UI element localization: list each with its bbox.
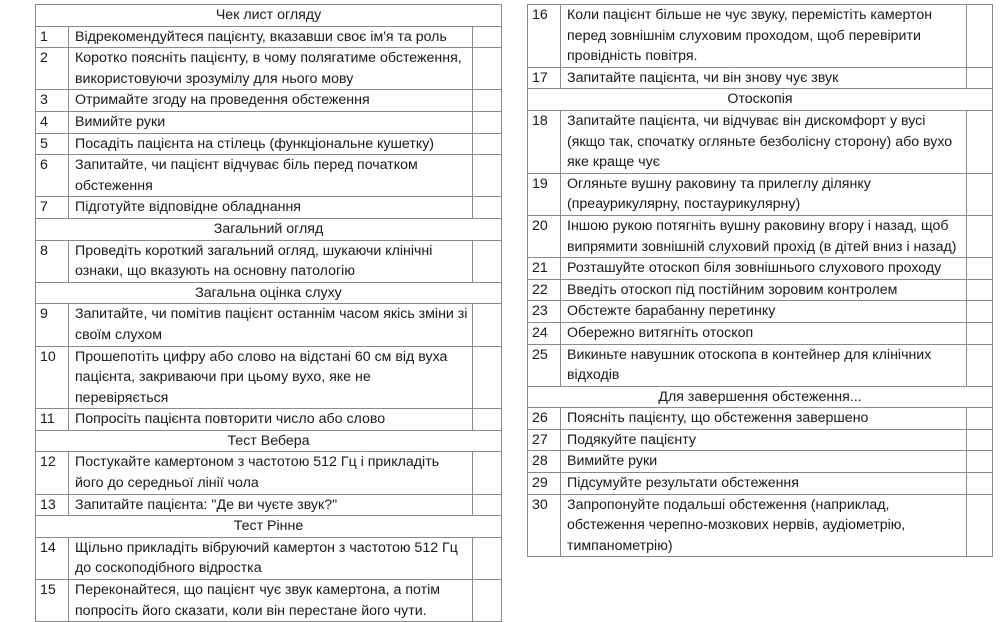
item-number: 5: [36, 133, 69, 155]
check-cell[interactable]: [473, 409, 502, 431]
check-cell[interactable]: [967, 67, 993, 89]
checklist-right-body: [528, 5, 993, 557]
checklist-left-body: [36, 5, 502, 622]
check-cell[interactable]: [473, 494, 502, 516]
section-header-row: [36, 516, 502, 538]
item-number: 1: [36, 26, 69, 48]
checklist-row: [528, 429, 993, 451]
section-header: Тест Рінне: [36, 516, 502, 538]
section-header: Загальний огляд: [36, 218, 502, 240]
item-text: Посадіть пацієнта на стілець (функціональне кушетку): [69, 133, 473, 155]
check-cell[interactable]: [967, 451, 993, 473]
item-text: Іншою рукою потягніть вушну раковину вгору і назад, щоб випрямити зовнішній слуховий прохід (в дітей вниз і назад): [561, 215, 967, 257]
checklist-row: [36, 580, 502, 622]
check-cell[interactable]: [967, 473, 993, 495]
item-text: Підготуйте відповідне обладнання: [69, 197, 473, 219]
checklist-row: [36, 48, 502, 90]
checklist-row: [36, 346, 502, 409]
checklist-row: [528, 279, 993, 301]
check-cell[interactable]: [967, 408, 993, 430]
item-text: Запитайте пацієнта: "Де ви чуєте звук?": [69, 494, 473, 516]
item-number: 24: [528, 322, 561, 344]
check-cell[interactable]: [967, 173, 993, 215]
checklist-row: [528, 5, 993, 68]
checklist-row: [528, 451, 993, 473]
item-text: Проведіть короткий загальний огляд, шукаючи клінічні ознаки, що вказують на основну патологію: [69, 240, 473, 282]
checklist-row: [36, 155, 502, 197]
check-cell[interactable]: [473, 537, 502, 579]
item-number: 23: [528, 301, 561, 323]
item-text: Отримайте згоду на проведення обстеження: [69, 90, 473, 112]
section-header-row: [36, 218, 502, 240]
checklist-row: [528, 344, 993, 386]
checklist-row: [528, 173, 993, 215]
checklist-row: [36, 26, 502, 48]
checklist-row: [36, 494, 502, 516]
section-header: Отоскопія: [528, 89, 993, 111]
item-text: Запропонуйте подальші обстеження (наприклад, обстеження черепно-мозкових нервів, аудіометрію, тимпанометрію): [561, 494, 967, 557]
item-text: Вимийте руки: [561, 451, 967, 473]
check-cell[interactable]: [473, 452, 502, 494]
check-cell[interactable]: [967, 5, 993, 68]
checklist-row: [528, 258, 993, 280]
section-header-row: [36, 5, 502, 27]
check-cell[interactable]: [473, 111, 502, 133]
checklist-row: [528, 215, 993, 257]
item-number: 13: [36, 494, 69, 516]
checklist-row: [528, 494, 993, 557]
item-number: 10: [36, 346, 69, 409]
item-text: Прошепотіть цифру або слово на відстані 60 см від вуха пацієнта, закриваючи при цьому вухо, яке не перевіряється: [69, 346, 473, 409]
item-text: Відрекомендуйтеся пацієнту, вказавши своє ім'я та роль: [69, 26, 473, 48]
item-text: Вимийте руки: [69, 111, 473, 133]
check-cell[interactable]: [473, 346, 502, 409]
item-number: 3: [36, 90, 69, 112]
item-text: Викиньте навушник отоскопа в контейнер для клінічних відходів: [561, 344, 967, 386]
item-number: 8: [36, 240, 69, 282]
item-number: 21: [528, 258, 561, 280]
item-text: Запитайте, чи помітив пацієнт останнім часом якісь зміни зі своїм слухом: [69, 304, 473, 346]
section-header-row: [528, 89, 993, 111]
checklist-row: [36, 111, 502, 133]
item-text: Коли пацієнт більше не чує звуку, перемістіть камертон перед зовнішнім слуховим проходом, щоб перевірити провідність повітря.: [561, 5, 967, 68]
item-number: 16: [528, 5, 561, 68]
check-cell[interactable]: [473, 240, 502, 282]
item-number: 27: [528, 429, 561, 451]
item-number: 19: [528, 173, 561, 215]
item-number: 15: [36, 580, 69, 622]
check-cell[interactable]: [473, 197, 502, 219]
item-text: Щільно прикладіть вібруючий камертон з частотою 512 Гц до соскоподібного відростка: [69, 537, 473, 579]
checklist-row: [36, 452, 502, 494]
item-number: 29: [528, 473, 561, 495]
checklist-row: [528, 408, 993, 430]
item-number: 4: [36, 111, 69, 133]
item-number: 22: [528, 279, 561, 301]
item-number: 7: [36, 197, 69, 219]
section-header: Чек лист огляду: [36, 5, 502, 27]
item-text: Підсумуйте результати обстеження: [561, 473, 967, 495]
item-text: Подякуйте пацієнту: [561, 429, 967, 451]
checklist-row: [528, 473, 993, 495]
check-cell[interactable]: [967, 258, 993, 280]
item-text: Розташуйте отоскоп біля зовнішнього слухового проходу: [561, 258, 967, 280]
checklist-row: [36, 304, 502, 346]
section-header: Для завершення обстеження...: [528, 386, 993, 408]
section-header-row: [36, 430, 502, 452]
checklist-row: [36, 197, 502, 219]
item-number: 9: [36, 304, 69, 346]
item-text: Поясніть пацієнту, що обстеження завершено: [561, 408, 967, 430]
section-header: Загальна оцінка слуху: [36, 282, 502, 304]
item-number: 14: [36, 537, 69, 579]
check-cell[interactable]: [967, 215, 993, 257]
checklist-row: [36, 240, 502, 282]
checklist-row: [36, 537, 502, 579]
item-number: 18: [528, 110, 561, 173]
item-text: Переконайтеся, що пацієнт чує звук камертона, а потім попросіть його сказати, коли він перестане його чути.: [69, 580, 473, 622]
checklist-row: [528, 301, 993, 323]
item-text: Обережно витягніть отоскоп: [561, 322, 967, 344]
item-text: Обстежте барабанну перетинку: [561, 301, 967, 323]
item-text: Запитайте пацієнта, чи він знову чує звук: [561, 67, 967, 89]
item-text: Запитайте пацієнта, чи відчуває він дискомфорт у вусі (якщо так, спочатку огляньте безболісну сторону) або вухо яке краще чує: [561, 110, 967, 173]
check-cell[interactable]: [473, 133, 502, 155]
item-number: 11: [36, 409, 69, 431]
item-number: 20: [528, 215, 561, 257]
check-cell[interactable]: [967, 322, 993, 344]
item-text: Огляньте вушну раковину та прилеглу ділянку (преаурикулярну, постаурикулярну): [561, 173, 967, 215]
section-header: Тест Вебера: [36, 430, 502, 452]
item-number: 6: [36, 155, 69, 197]
checklist-table-left: [35, 4, 502, 622]
item-text: Коротко поясніть пацієнту, в чому полягатиме обстеження, використовуючи зрозумілу для нього мову: [69, 48, 473, 90]
item-text: Введіть отоскоп під постійним зоровим контролем: [561, 279, 967, 301]
checklist-table-right: [527, 4, 993, 557]
item-text: Постукайте камертоном з частотою 512 Гц і прикладіть його до середньої лінії чола: [69, 452, 473, 494]
check-cell[interactable]: [967, 110, 993, 173]
check-cell[interactable]: [967, 494, 993, 557]
item-number: 25: [528, 344, 561, 386]
check-cell[interactable]: [967, 429, 993, 451]
item-number: 2: [36, 48, 69, 90]
check-cell[interactable]: [473, 26, 502, 48]
check-cell[interactable]: [967, 344, 993, 386]
section-header-row: [528, 386, 993, 408]
check-cell[interactable]: [473, 580, 502, 622]
check-cell[interactable]: [967, 301, 993, 323]
checklist-row: [528, 322, 993, 344]
item-number: 28: [528, 451, 561, 473]
item-number: 12: [36, 452, 69, 494]
checklist-row: [528, 67, 993, 89]
checklist-row: [36, 133, 502, 155]
item-text: Попросіть пацієнта повторити число або слово: [69, 409, 473, 431]
section-header-row: [36, 282, 502, 304]
item-number: 17: [528, 67, 561, 89]
item-text: Запитайте, чи пацієнт відчуває біль перед початком обстеження: [69, 155, 473, 197]
item-number: 30: [528, 494, 561, 557]
checklist-row: [528, 110, 993, 173]
check-cell[interactable]: [473, 155, 502, 197]
check-cell[interactable]: [473, 90, 502, 112]
check-cell[interactable]: [967, 279, 993, 301]
checklist-row: [36, 409, 502, 431]
check-cell[interactable]: [473, 304, 502, 346]
checklist-row: [36, 90, 502, 112]
item-number: 26: [528, 408, 561, 430]
check-cell[interactable]: [473, 48, 502, 90]
